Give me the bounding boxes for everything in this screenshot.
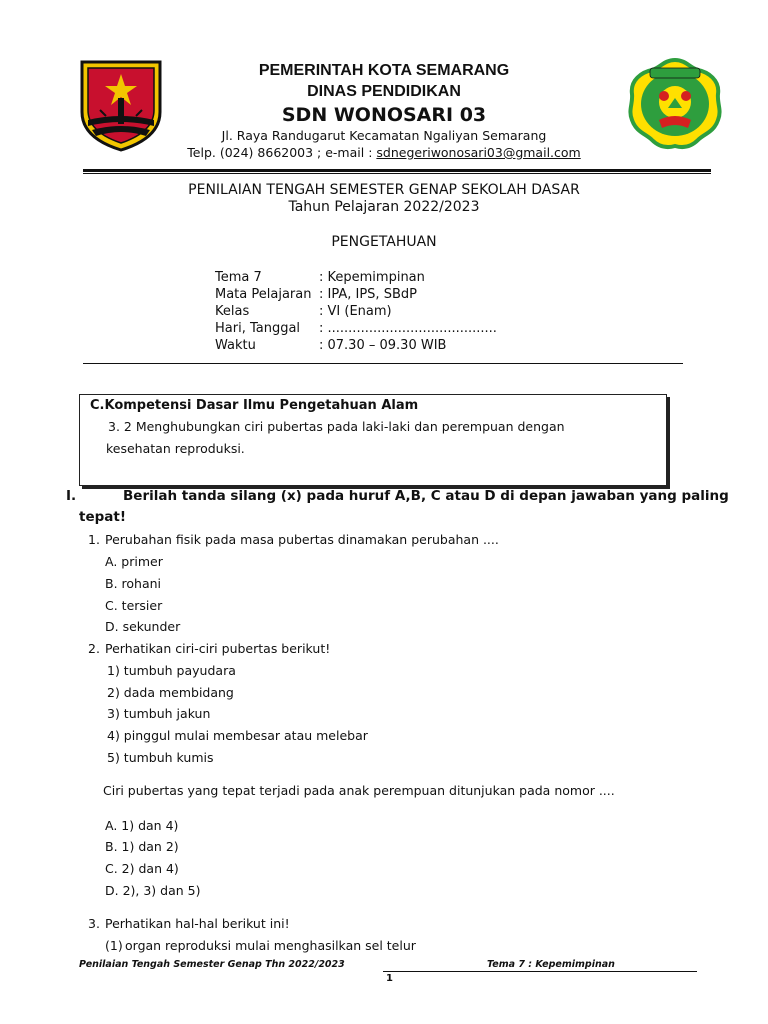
competency-text-line1: 3. 2 Menghubungkan ciri pubertas pada laki-laki dan perempuan dengan <box>108 419 565 434</box>
section-title: PENGETAHUAN <box>331 234 437 250</box>
answer-option[interactable]: A. 1) dan 4) <box>105 818 179 833</box>
header-divider <box>83 169 711 174</box>
answer-option[interactable]: A. primer <box>105 554 163 569</box>
ident-label: Kelas <box>215 304 250 319</box>
gov-heading: PEMERINTAH KOTA SEMARANG <box>258 62 510 79</box>
school-badge-logo <box>628 58 722 150</box>
ident-value: : VI (Enam) <box>319 304 392 319</box>
question-3-text: Perhatikan hal-hal berikut ini! <box>105 916 290 931</box>
phone-text: Telp. (024) 8662003 ; e-mail : <box>187 145 377 160</box>
dept-heading: DINAS PENDIDIKAN <box>307 83 461 100</box>
footer-divider <box>383 971 697 972</box>
ident-value: : Kepemimpinan <box>319 270 425 285</box>
instruction-line1: Berilah tanda silang (x) pada huruf A,B, C atau D di depan jawaban yang paling <box>123 488 729 504</box>
list-item-number: (1) <box>105 938 123 953</box>
instruction-number: I. <box>66 488 77 504</box>
competency-title: C.Kompetensi Dasar Ilmu Pengetahuan Alam <box>90 398 419 413</box>
answer-option[interactable]: C. tersier <box>105 598 163 613</box>
question-2-prompt: Ciri pubertas yang tepat terjadi pada anak perempuan ditunjukan pada nomor .... <box>103 783 615 798</box>
list-item: 1) tumbuh payudara <box>107 663 236 678</box>
ident-label: Hari, Tanggal <box>215 321 301 336</box>
email-link[interactable]: sdnegeriwonosari03@gmail.com <box>376 145 581 160</box>
list-item: organ reproduksi mulai menghasilkan sel telur <box>125 938 416 953</box>
answer-option[interactable]: B. rohani <box>105 576 162 591</box>
competency-text-line2: kesehatan reproduksi. <box>106 441 245 456</box>
answer-option[interactable]: D. sekunder <box>105 619 181 634</box>
list-item: 4) pinggul mulai membesar atau melebar <box>107 728 368 743</box>
question-number: 3. <box>88 916 100 931</box>
school-name: SDN WONOSARI 03 <box>281 104 487 126</box>
question-2-text: Perhatikan ciri-ciri pubertas berikut! <box>105 641 331 656</box>
question-number: 2. <box>88 641 100 656</box>
exam-title: PENILAIAN TENGAH SEMESTER GENAP SEKOLAH DASAR <box>188 182 580 198</box>
exam-year: Tahun Pelajaran 2022/2023 <box>288 199 480 215</box>
school-address: Jl. Raya Randugarut Kecamatan Ngaliyan Semarang <box>221 128 547 143</box>
ident-divider <box>83 363 683 364</box>
question-1-text: Perubahan fisik pada masa pubertas dinamakan perubahan .... <box>105 532 499 547</box>
footer-right: Tema 7 : Kepemimpinan <box>487 959 615 970</box>
answer-option[interactable]: C. 2) dan 4) <box>105 861 179 876</box>
ident-label: Waktu <box>215 338 256 353</box>
footer-left: Penilaian Tengah Semester Genap Thn 2022/2023 <box>79 959 345 970</box>
ident-label: Mata Pelajaran <box>215 287 312 302</box>
list-item: 2) dada membidang <box>107 685 234 700</box>
ident-value: : IPA, IPS, SBdP <box>319 287 417 302</box>
list-item: 5) tumbuh kumis <box>107 750 214 765</box>
answer-option[interactable]: B. 1) dan 2) <box>105 839 179 854</box>
instruction-line2: tepat! <box>79 509 126 525</box>
list-item: 3) tumbuh jakun <box>107 706 211 721</box>
ident-value: : 07.30 – 09.30 WIB <box>319 338 447 353</box>
question-number: 1. <box>88 532 100 547</box>
ident-label: Tema 7 <box>215 270 262 285</box>
ident-value: : ......................................... <box>319 321 497 336</box>
answer-option[interactable]: D. 2), 3) dan 5) <box>105 883 201 898</box>
page-number: 1 <box>386 973 393 984</box>
